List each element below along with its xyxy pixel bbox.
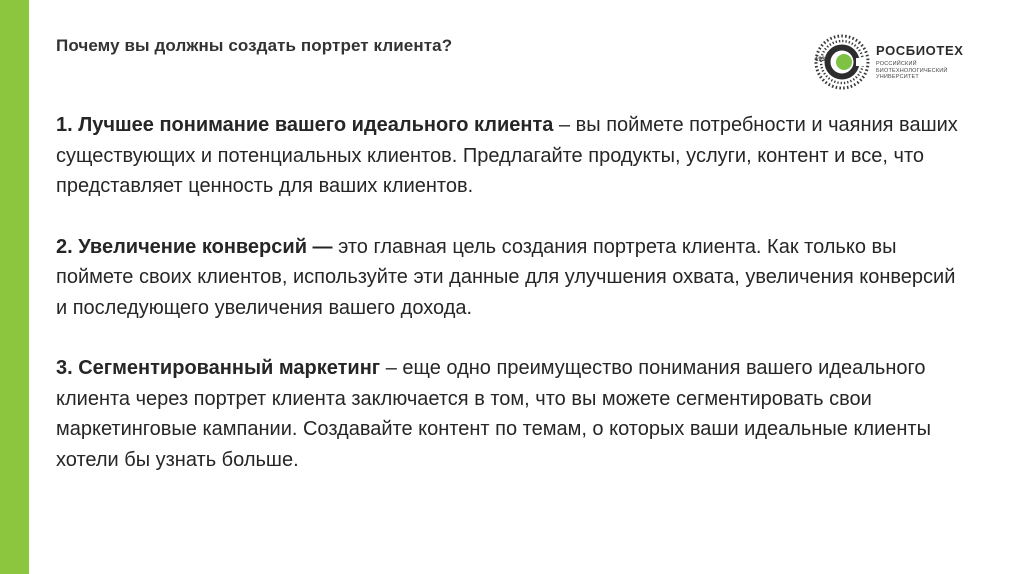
university-logo: [812, 32, 992, 92]
paragraph-3-body: – еще одно преимущество понимания вашего идеального клиента через портрет клиента заключается в том, что вы можете сегментировать свои маркетинговые кампании. Создавайте контент по темам, о которых ваши идеальные клиенты хотели бы узнать больше.: [56, 357, 931, 471]
paragraph-2-body: это главная цель создания портрета клиента. Как только вы поймете своих клиентов, используйте эти данные для улучшения охвата, увеличения конверсий и последующего увеличения вашего дохода.: [56, 235, 956, 319]
logo-name: РОСБИОТЕХ: [876, 43, 964, 58]
paragraph-2: [56, 232, 966, 324]
paragraph-1-heading: 1. Лучшее понимание вашего идеального клиента: [56, 114, 554, 136]
paragraph-3-heading: 3. Сегментированный маркетинг: [56, 357, 381, 379]
paragraph-3: [56, 353, 966, 475]
paragraph-1-body: – вы поймете потребности и чаяния ваших существующих и потенциальных клиентов. Предлагайте продукты, услуги, контент и все, что представляет ценность для ваших клиентов.: [56, 114, 958, 197]
paragraph-2-heading: 2. Увеличение конверсий —: [56, 235, 333, 258]
slide-content: [56, 110, 966, 505]
logo-subtitle: РОССИЙСКИЙ БИОТЕХНОЛОГИЧЕСКИЙ УНИВЕРСИТЕТ: [876, 61, 948, 80]
paragraph-1: [56, 110, 966, 202]
logo-year: 1930: [815, 57, 829, 63]
accent-bar: [0, 0, 29, 574]
slide-title: Почему вы должны создать портрет клиента?: [56, 36, 453, 55]
